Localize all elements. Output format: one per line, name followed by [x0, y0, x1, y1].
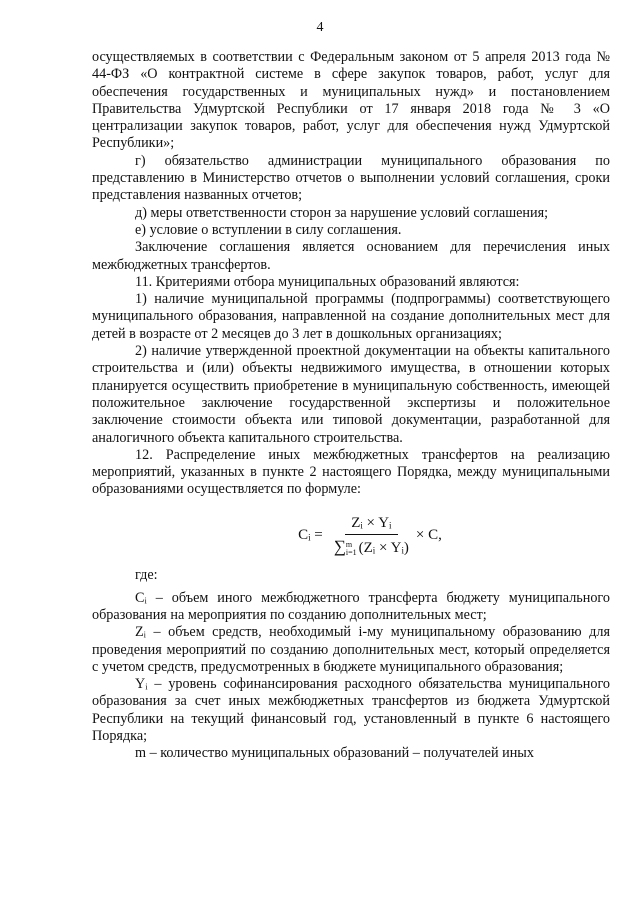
paragraph: 11. Критериями отбора муниципальных образований являются: — [135, 273, 520, 290]
definition: Zᵢ – объем средств, необходимый i-му муниципальному образованию для проведения мероприятий по созданию дополнительных мест, который определяется с учетом средств, предусмотренных в бюджете муниципального образования; — [92, 624, 610, 675]
paragraph: 1) наличие муниципальной программы (подпрограммы) соответствующего муниципального образования, направленной на создание дополнительных мест для детей в возрасте от 2 месяцев до 3 лет в дошкольных организациях; — [92, 291, 610, 342]
sum-upper-limit: m — [345, 539, 353, 549]
formula-numerator: Zᵢ × Yᵢ — [345, 515, 397, 535]
formula-fraction — [330, 515, 413, 558]
paragraph: г) обязательство администрации муниципального образования по представлению в Министерство отчетов о выполнении условий соглашения, сроки представления названных отчетов; — [92, 152, 610, 204]
definition: Cᵢ – объем иного межбюджетного трансферта бюджету муниципального образования на мероприятия по созданию дополнительных мест; — [92, 589, 610, 623]
formula-denominator — [330, 535, 413, 557]
document-body — [92, 49, 610, 763]
sum-limits — [346, 541, 357, 557]
paragraph: е) условие о вступлении в силу соглашения. — [135, 221, 402, 238]
formula-tail: × C, — [415, 527, 442, 544]
definition: Yᵢ – уровень софинансирования расходного обязательства муниципального образования за счет иных межбюджетных трансфертов из бюджета Удмуртской Республики на текущий финансовый год, установленный в пункте 6 настоящего Порядка; — [92, 676, 610, 744]
distribution-formula — [130, 515, 610, 558]
where-label: где: — [135, 567, 158, 584]
page-number: 4 — [316, 20, 324, 35]
paragraph: Заключение соглашения является основанием для перечисления иных межбюджетных трансфертов. — [92, 239, 610, 273]
formula-lhs: Cᵢ = — [298, 527, 323, 544]
definition: m – количество муниципальных образований – получателей иных — [135, 745, 534, 762]
sum-lower-limit: i=1 — [345, 547, 357, 557]
paragraph: осуществляемых в соответствии с Федеральным законом от 5 апреля 2013 года № 44-ФЗ «О контрактной системе в сфере закупок товаров, работ, услуг для обеспечения государственных и муниципальных нужд» и постановлением Правительства Удмуртской Республики от 17 января 2018 года № 3 «О централизации закупок товаров, работ, услуг для обеспечения нужд Удмуртской Республики»; — [92, 49, 610, 152]
paragraph: 2) наличие утвержденной проектной документации на объекты капитального строительства и (или) объекты недвижимого имущества, в отношении которых планируется осуществить приобретение в муниципальную собственность, имеющей положительное заключение государственной экспертизы и положительное заключение стоимости объекта или типовой документации, разработанной для аналогичного объекта капитального строительства. — [92, 343, 610, 446]
sum-symbol: ∑ — [333, 537, 346, 557]
paragraph: 12. Распределение иных межбюджетных трансфертов на реализацию мероприятий, указанных в пункте 2 настоящего Порядка, между муниципальными образованиями осуществляется по формуле: — [92, 446, 610, 498]
formula-denominator-term: (Zᵢ × Yᵢ) — [358, 540, 409, 557]
paragraph: д) меры ответственности сторон за нарушение условий соглашения; — [135, 204, 549, 221]
